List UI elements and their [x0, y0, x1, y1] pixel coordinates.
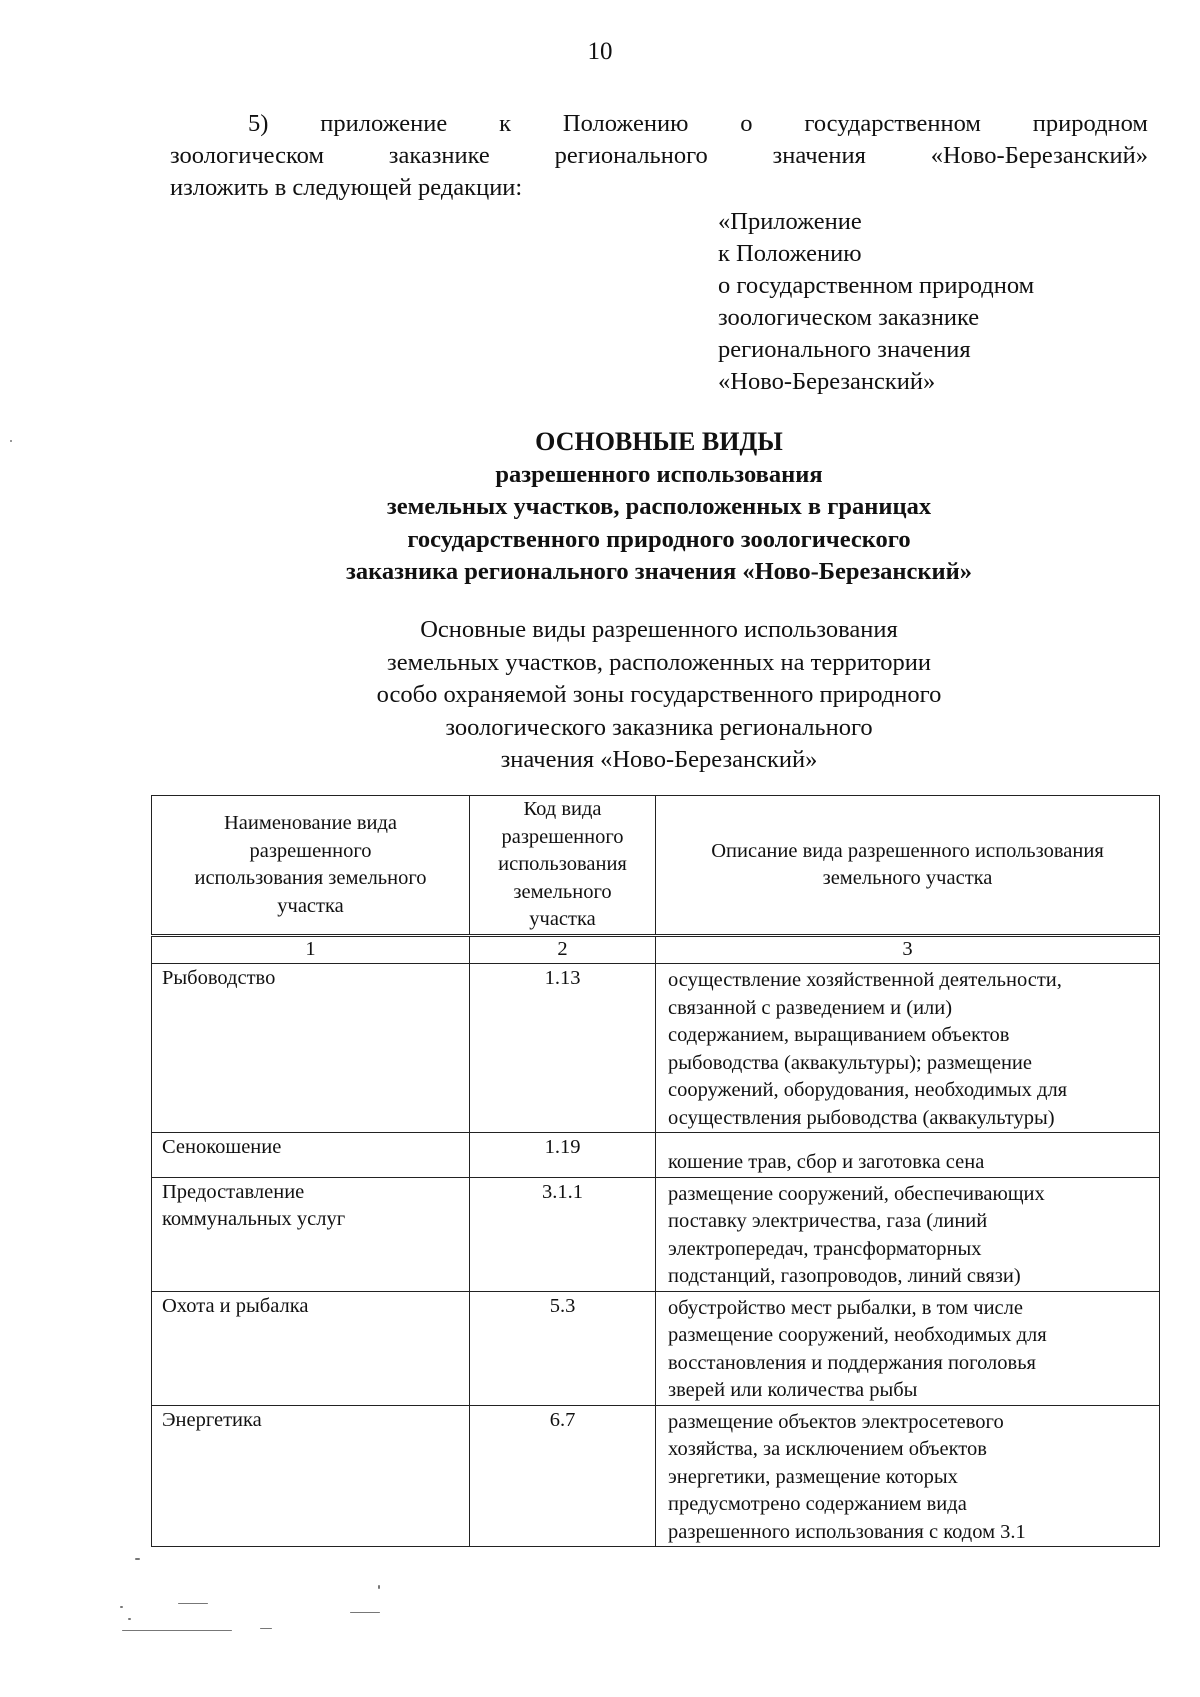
scan-speck	[350, 1612, 380, 1613]
row-code: 1.13	[470, 964, 656, 1133]
row-description	[656, 1405, 1160, 1547]
scan-speck	[178, 1603, 208, 1604]
cell-line: размещение объектов электросетевого	[668, 1410, 1004, 1433]
cell-line: Рыбоводство	[162, 967, 276, 989]
main-title	[0, 426, 1200, 589]
cell-line: разрешенного использования с кодом 3.1	[668, 1520, 1026, 1543]
cell-line: предусмотрено содержанием вида	[668, 1493, 967, 1515]
scan-speck	[122, 1630, 232, 1631]
main-title-line: заказника регионального значения «Ново-Березанский»	[345, 558, 973, 585]
row-name	[152, 1291, 470, 1405]
header-name	[152, 796, 470, 936]
header-line: Описание вида разрешенного использования	[711, 839, 1104, 862]
appendix-ref-line: регионального значения	[718, 336, 971, 363]
header-line: земельного участка	[822, 867, 993, 889]
scan-speck	[260, 1628, 272, 1629]
cell-line: размещение сооружений, обеспечивающих	[668, 1182, 1045, 1205]
main-title-line: ОСНОВНЫЕ ВИДЫ	[535, 427, 783, 456]
cell-line: зверей или количества рыбы	[668, 1379, 918, 1401]
row-code: 1.19	[470, 1133, 656, 1178]
row-name	[152, 1177, 470, 1291]
header-description	[656, 796, 1160, 936]
cell-line: Энергетика	[162, 1408, 262, 1431]
page-number: 10	[587, 38, 613, 65]
cell-line: Предоставление	[162, 1180, 305, 1203]
table-row	[152, 1177, 1160, 1291]
intro-word: природном	[1032, 110, 1148, 137]
row-name	[152, 1133, 470, 1178]
column-number: 3	[656, 936, 1160, 964]
scan-speck	[128, 1618, 131, 1620]
cell-line: осуществления рыбоводства (аквакультуры)	[668, 1106, 1055, 1129]
cell-line: сооружений, оборудования, необходимых для	[668, 1079, 1068, 1101]
column-number: 2	[470, 936, 656, 964]
intro-word: Положению	[562, 110, 689, 137]
header-line: разрешенного	[501, 825, 624, 848]
table-row	[152, 1405, 1160, 1547]
intro-paragraph	[170, 108, 1148, 204]
main-title-line: земельных участков, расположенных в границах	[386, 493, 932, 520]
row-description	[656, 1177, 1160, 1291]
header-line: Код вида	[523, 798, 602, 820]
header-line: использования	[498, 853, 627, 875]
intro-word: заказнике	[388, 142, 490, 169]
row-description	[656, 1133, 1160, 1178]
intro-word: значения	[772, 142, 866, 169]
table-row	[152, 964, 1160, 1133]
cell-line: Охота и рыбалка	[162, 1294, 309, 1317]
cell-line: связанной с разведением и (или)	[668, 996, 953, 1019]
row-name	[152, 964, 470, 1133]
subtitle-line: земельных участков, расположенных на территории	[387, 648, 931, 676]
header-line: Наименование вида	[223, 812, 398, 834]
subtitle	[0, 614, 1200, 777]
cell-line: кошение трав, сбор и заготовка сена	[668, 1151, 985, 1173]
cell-line: восстановления и поддержания поголовья	[668, 1351, 1036, 1374]
cell-line: поставку электричества, газа (линий	[668, 1210, 988, 1232]
table-row	[152, 1133, 1160, 1178]
main-title-line: государственного природного зоологического	[407, 525, 911, 553]
cell-line: электропередач, трансформаторных	[668, 1237, 982, 1260]
scan-speck	[378, 1585, 380, 1589]
header-code	[470, 796, 656, 936]
intro-line-3: изложить в следующей редакции:	[170, 174, 523, 201]
intro-word: зоологическом	[170, 142, 324, 169]
intro-line-1	[170, 108, 1148, 140]
appendix-ref-line: о государственном природном	[718, 272, 1035, 299]
subtitle-line: Основные виды разрешенного использования	[420, 616, 898, 643]
cell-line: энергетики, размещение которых	[668, 1465, 958, 1488]
intro-word: к	[499, 110, 511, 137]
intro-word: приложение	[320, 110, 448, 137]
cell-line: хозяйства, за исключением объектов	[668, 1438, 987, 1460]
row-code: 6.7	[470, 1405, 656, 1547]
appendix-ref-line: «Ново-Березанский»	[718, 368, 936, 395]
row-description	[656, 1291, 1160, 1405]
column-number-row	[152, 936, 1160, 964]
cell-line: коммунальных услуг	[162, 1208, 346, 1230]
intro-word: о	[740, 110, 753, 137]
appendix-reference	[718, 206, 1034, 398]
intro-line-2	[170, 140, 1148, 172]
appendix-ref-line: к Положению	[718, 240, 862, 267]
row-description	[656, 964, 1160, 1133]
scan-speck	[135, 1558, 140, 1560]
scan-speck	[10, 440, 12, 442]
header-line: разрешенного	[249, 839, 372, 862]
intro-word: государственном	[804, 110, 981, 137]
land-use-table	[151, 795, 1160, 1547]
intro-word: регионального	[554, 142, 708, 169]
appendix-ref-line: зоологическом заказнике	[718, 304, 980, 331]
scan-speck	[120, 1606, 123, 1608]
header-line: земельного	[513, 880, 612, 903]
row-name	[152, 1405, 470, 1547]
header-line: участка	[529, 908, 596, 930]
row-code: 5.3	[470, 1291, 656, 1405]
subtitle-line: особо охраняемой зоны государственного природного	[376, 681, 942, 708]
table-header-row	[152, 796, 1160, 936]
header-line: использования земельного	[194, 867, 427, 889]
subtitle-line: значения «Ново-Березанский»	[500, 746, 818, 773]
header-line: участка	[277, 894, 344, 917]
cell-line: осуществление хозяйственной деятельности,	[668, 969, 1062, 991]
cell-line: обустройство мест рыбалки, в том числе	[668, 1296, 1023, 1319]
cell-line: Сенокошение	[162, 1136, 282, 1158]
main-title-line: разрешенного использования	[495, 460, 823, 488]
intro-word: 5)	[248, 110, 269, 137]
cell-line: размещение сооружений, необходимых для	[668, 1324, 1047, 1346]
table-row	[152, 1291, 1160, 1405]
cell-line: подстанций, газопроводов, линий связи)	[668, 1265, 1021, 1287]
cell-line: содержанием, выращиванием объектов	[668, 1024, 1010, 1046]
row-code: 3.1.1	[470, 1177, 656, 1291]
column-number: 1	[152, 936, 470, 964]
cell-line: рыбоводства (аквакультуры); размещение	[668, 1051, 1032, 1074]
appendix-ref-line: «Приложение	[718, 208, 862, 235]
intro-word: «Ново-Березанский»	[930, 142, 1148, 169]
subtitle-line: зоологического заказника регионального	[445, 713, 873, 741]
